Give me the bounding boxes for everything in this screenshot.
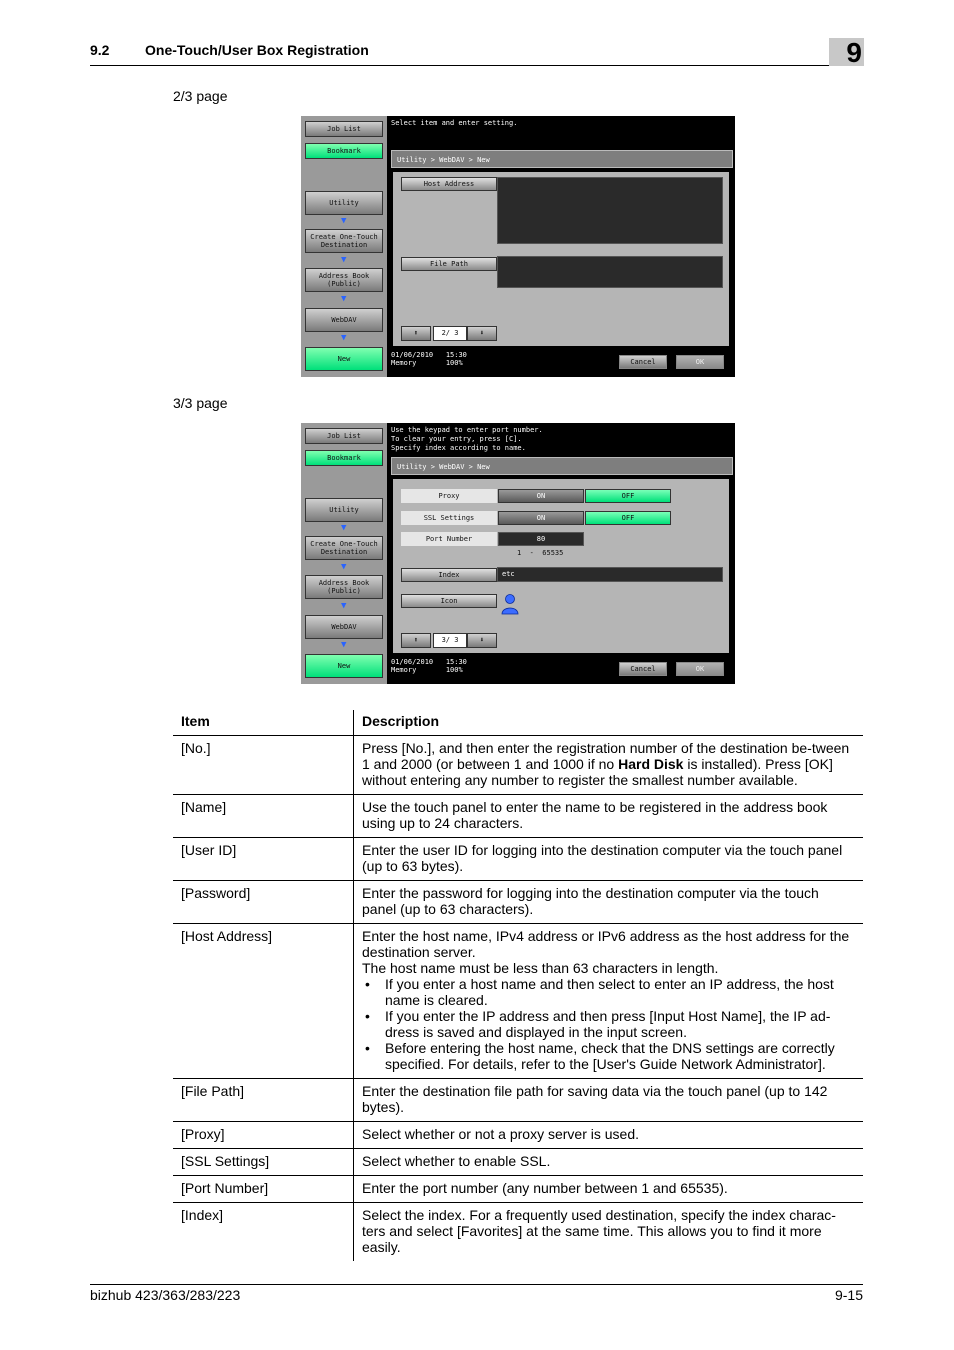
footer-model: bizhub 423/363/283/223 (90, 1287, 241, 1303)
table-row (173, 838, 863, 881)
cancel-button[interactable]: Cancel (619, 355, 667, 369)
address-line1: Address Book (318, 579, 370, 587)
host-address-button[interactable]: Host Address (401, 177, 497, 191)
description-bold-text: Hard Disk (618, 756, 684, 772)
screen2-caption: 3/3 page (173, 395, 228, 411)
ok-button[interactable]: OK (676, 662, 724, 676)
ok-button[interactable]: OK (676, 355, 724, 369)
page-up-button[interactable]: ⬆ (401, 326, 431, 341)
bullet-item: • Before entering the host name, check that the DNS settings are correctly specified. For details, refer to the [User's Guide Network Administrator]. (362, 1040, 855, 1072)
port-number-field[interactable]: 80 (498, 532, 584, 546)
header-rule (90, 65, 863, 66)
table-row (173, 1149, 863, 1176)
new-button[interactable]: New (305, 654, 383, 678)
page-indicator: 3/ 3 (433, 633, 467, 648)
column-header-description: Description (362, 713, 440, 729)
description-cell: Enter the port number (any number between 1 and 65535). (362, 1180, 728, 1196)
item-cell: [Name] (173, 795, 354, 838)
item-cell: [Port Number] (173, 1176, 354, 1203)
description-cell: Use the touch panel to enter the name to be registered in the address book using up to 24 characters. (362, 799, 828, 831)
create-one-touch-button[interactable] (305, 229, 383, 253)
screen1-status (391, 351, 467, 367)
status-date: 01/06/2010 (391, 351, 434, 359)
table-row (173, 1203, 863, 1262)
item-cell: [SSL Settings] (173, 1149, 354, 1176)
screen1-breadcrumb: Utility > WebDAV > New (391, 150, 733, 168)
screen2-message: Use the keypad to enter port number. To clear your entry, press [C]. Specify index according to name. (391, 426, 543, 452)
address-book-button[interactable] (305, 575, 383, 599)
icon-button[interactable]: Icon (401, 594, 497, 608)
item-cell: [User ID] (173, 838, 354, 881)
down-arrow-icon: ▼ (341, 216, 347, 226)
item-cell: [No.] (173, 736, 354, 795)
address-book-button[interactable] (305, 268, 383, 292)
status-date: 01/06/2010 (391, 658, 434, 666)
job-list-button[interactable]: Job List (305, 428, 383, 444)
screen1-sidebar (301, 116, 387, 377)
description-cell: Select whether to enable SSL. (362, 1153, 551, 1169)
table-row (173, 924, 863, 1079)
address-line2: (Public) (327, 587, 361, 595)
down-arrow-icon: ▼ (341, 562, 347, 572)
webdav-button[interactable]: WebDAV (305, 308, 383, 332)
create-line2: Destination (320, 241, 368, 249)
proxy-on-button[interactable]: ON (498, 489, 584, 503)
screen2-sidebar (301, 423, 387, 684)
ssl-off-button[interactable]: OFF (585, 511, 671, 525)
status-time: 15:30 (445, 658, 467, 666)
down-arrow-icon: ▼ (341, 601, 347, 611)
table-row (173, 1176, 863, 1203)
screen1-caption: 2/3 page (173, 88, 228, 104)
down-arrow-icon: ▼ (341, 640, 347, 650)
description-cell: Enter the user ID for logging into the destination computer via the touch panel (up to 63 bytes). (362, 842, 843, 874)
description-cell: Enter the destination file path for saving data via the touch panel (up to 142 bytes). (362, 1083, 828, 1115)
ssl-settings-label: SSL Settings (401, 511, 497, 525)
create-one-touch-button[interactable] (305, 536, 383, 560)
table-header-row (173, 710, 863, 736)
file-path-field[interactable] (497, 256, 723, 288)
item-cell: [Host Address] (173, 924, 354, 1079)
bookmark-button[interactable]: Bookmark (305, 450, 383, 466)
screen1-panel (301, 116, 735, 377)
create-line2: Destination (320, 548, 368, 556)
create-line1: Create One-Touch (310, 233, 378, 241)
chapter-tab (829, 38, 864, 66)
table-row (173, 881, 863, 924)
down-arrow-icon: ▼ (341, 294, 347, 304)
footer-page-number: 9-15 (834, 1287, 863, 1303)
screen2-status (391, 658, 467, 674)
down-arrow-icon: ▼ (341, 523, 347, 533)
description-cell: Select whether or not a proxy server is used. (362, 1126, 640, 1142)
table-row (173, 795, 863, 838)
webdav-button[interactable]: WebDAV (305, 615, 383, 639)
description-text: is installed). Press [OK] without entering any number to register the smallest number available. (362, 756, 833, 788)
screen2-breadcrumb: Utility > WebDAV > New (391, 457, 733, 475)
status-percent: 100% (445, 666, 463, 674)
description-cell: Enter the password for logging into the destination computer via the touch panel (up to 63 characters). (362, 885, 819, 917)
item-cell: [File Path] (173, 1079, 354, 1122)
description-cell (354, 736, 864, 795)
page-down-button[interactable]: ⬇ (467, 633, 497, 648)
address-line2: (Public) (327, 280, 361, 288)
ssl-on-button[interactable]: ON (498, 511, 584, 525)
description-text: Enter the host name, IPv4 address or IPv6 address as the host address for the destination server. (362, 928, 850, 960)
screen1-message: Select item and enter setting. (391, 119, 518, 127)
description-text: The host name must be less than 63 characters in length. (362, 960, 719, 976)
index-button[interactable]: Index (401, 568, 497, 582)
person-icon (501, 593, 519, 615)
bullet-list (362, 976, 855, 1072)
page-down-button[interactable]: ⬇ (467, 326, 497, 341)
page-indicator: 2/ 3 (433, 326, 467, 341)
item-cell: [Proxy] (173, 1122, 354, 1149)
table-row (173, 1079, 863, 1122)
utility-button[interactable]: Utility (305, 498, 383, 522)
down-arrow-icon: ▼ (341, 333, 347, 343)
status-percent: 100% (445, 359, 463, 367)
port-range: 1 - 65535 (517, 549, 564, 557)
bookmark-button[interactable]: Bookmark (305, 143, 383, 159)
section-number: 9.2 (90, 42, 110, 58)
down-arrow-icon: ▼ (341, 255, 347, 265)
table-row (173, 736, 863, 795)
proxy-label: Proxy (401, 489, 497, 503)
column-header-item: Item (173, 710, 354, 736)
status-time: 15:30 (445, 351, 467, 359)
chapter-number: 9 (846, 37, 862, 68)
utility-button[interactable]: Utility (305, 191, 383, 215)
description-cell (354, 924, 864, 1079)
host-address-field[interactable] (497, 177, 723, 244)
create-line1: Create One-Touch (310, 540, 378, 548)
status-memory: Memory (391, 359, 417, 367)
cancel-button[interactable]: Cancel (619, 662, 667, 676)
section-title: One-Touch/User Box Registration (145, 42, 369, 58)
footer-rule (90, 1284, 863, 1285)
description-cell: Select the index. For a frequently used destination, specify the index charac-ters and select [Favorites] at the same time. This allows you to find it more easily. (362, 1207, 836, 1255)
job-list-button[interactable]: Job List (305, 121, 383, 137)
index-field[interactable]: etc (497, 567, 723, 582)
item-cell: [Index] (173, 1203, 354, 1262)
page-up-button[interactable]: ⬆ (401, 633, 431, 648)
file-path-button[interactable]: File Path (401, 257, 497, 271)
bullet-item: • If you enter a host name and then select to enter an IP address, the host name is cleared. (362, 976, 855, 1008)
table-row (173, 1122, 863, 1149)
description-text: Press [No.], and then enter the registration number of the destination be-tween 1 and 2000 (or between 1 and 1000 if no (362, 740, 850, 772)
proxy-off-button[interactable]: OFF (585, 489, 671, 503)
screen2-main (393, 479, 729, 653)
bullet-item: • If you enter the IP address and then press [Input Host Name], the IP ad-dress is saved and displayed in the input screen. (362, 1008, 855, 1040)
screen1-main (393, 172, 729, 346)
screen2-panel (301, 423, 735, 684)
port-number-label: Port Number (401, 532, 497, 546)
status-memory: Memory (391, 666, 417, 674)
item-cell: [Password] (173, 881, 354, 924)
new-button[interactable]: New (305, 347, 383, 371)
address-line1: Address Book (318, 272, 370, 280)
settings-table (173, 710, 863, 1261)
